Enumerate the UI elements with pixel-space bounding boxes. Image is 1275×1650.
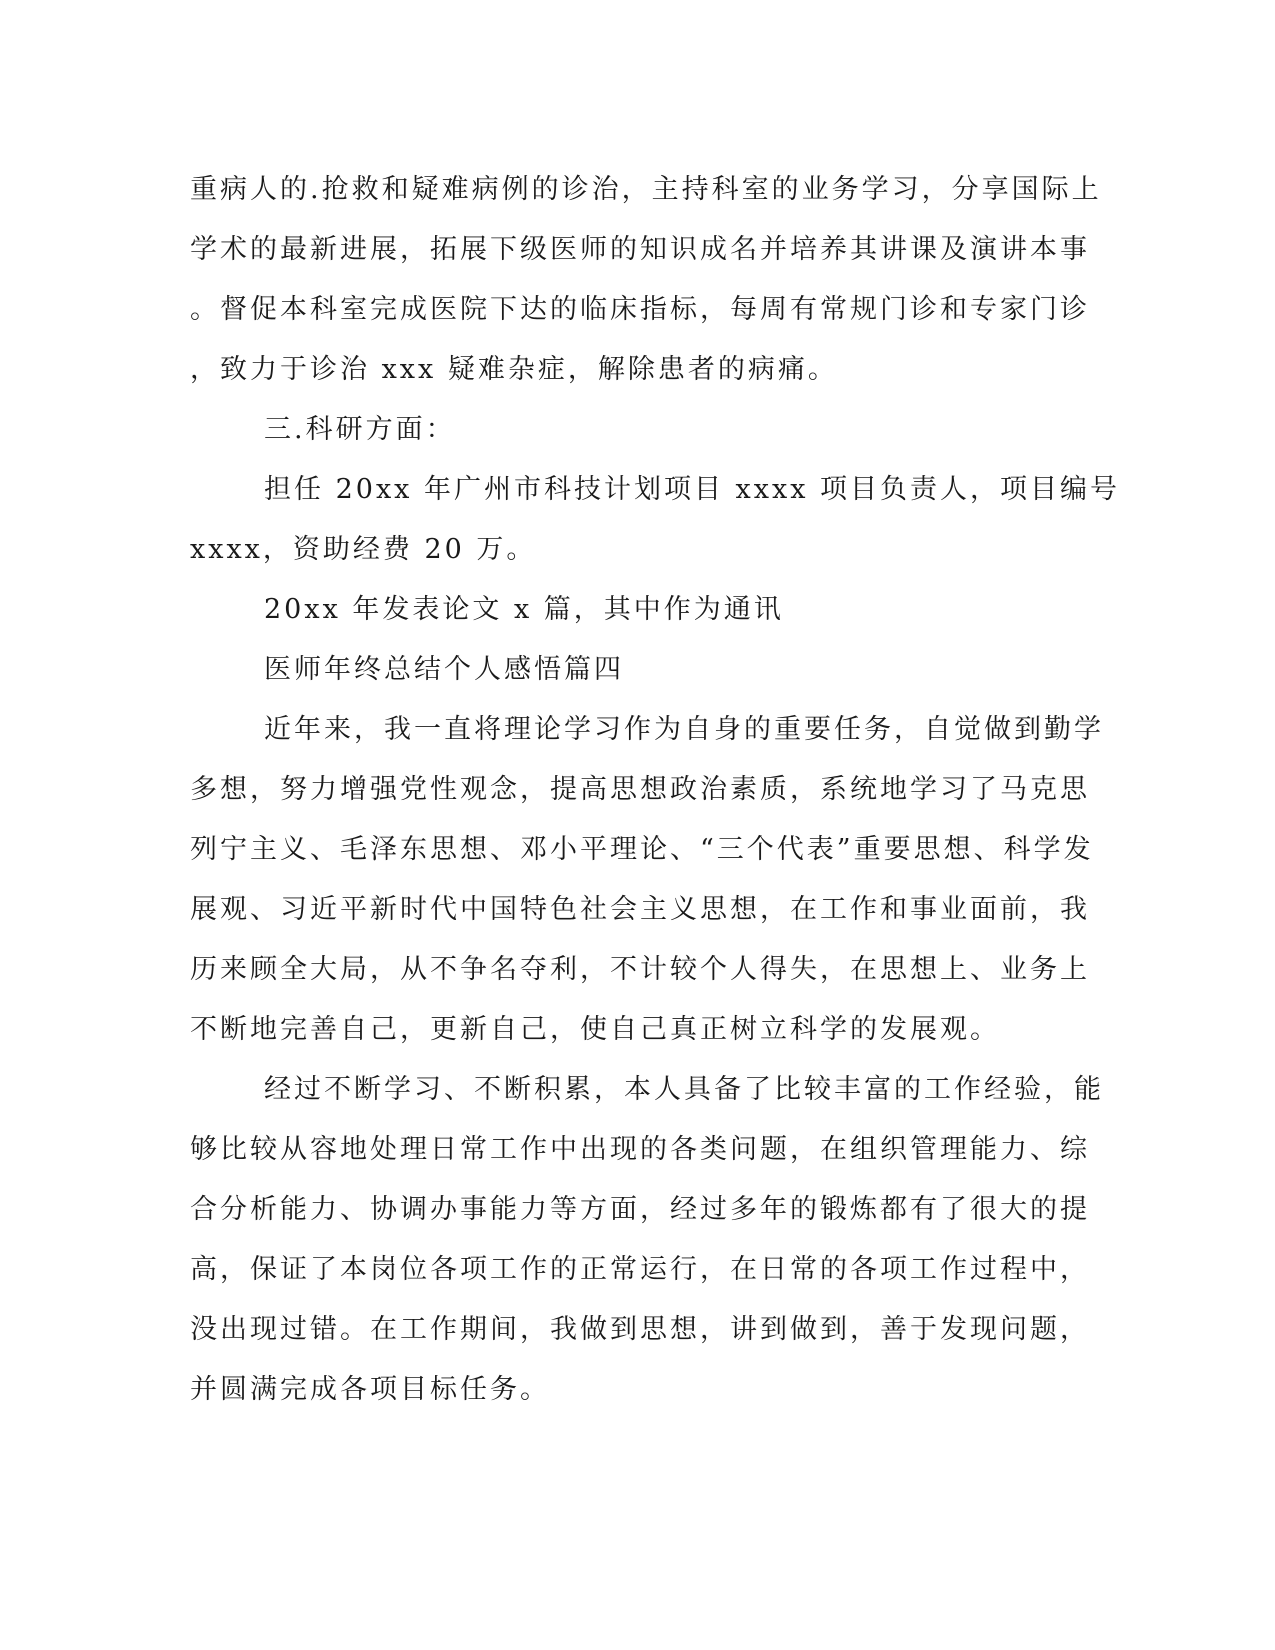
- text-line: 列宁主义、毛泽东思想、邓小平理论、“三个代表”重要思想、科学发: [190, 834, 1094, 865]
- paragraph-work-experience: [190, 1060, 1104, 1420]
- text-line: 三.科研方面：: [264, 414, 456, 445]
- section-title-part-four: [190, 640, 1090, 700]
- text-line: 医师年终总结个人感悟篇四: [264, 654, 624, 685]
- text-line: 近年来，我一直将理论学习作为自身的重要任务，自觉做到勤学: [264, 714, 1104, 745]
- text-line: 高，保证了本岗位各项工作的正常运行，在日常的各项工作过程中，: [190, 1254, 1090, 1285]
- text-line: 担任 20xx 年广州市科技计划项目 xxxx 项目负责人，项目编号: [264, 474, 1121, 505]
- text-line: 20xx 年发表论文 x 篇，其中作为通讯: [264, 594, 784, 625]
- text-line: ，致力于诊治 xxx 疑难杂症，解除患者的病痛。: [190, 354, 838, 385]
- paragraph-research-project: [190, 460, 1121, 580]
- paragraph-publications: [190, 580, 1090, 640]
- text-line: 学术的最新进展，拓展下级医师的知识成名并培养其讲课及演讲本事: [190, 234, 1090, 265]
- text-line: xxxx，资助经费 20 万。: [190, 534, 537, 565]
- text-line: 并圆满完成各项目标任务。: [190, 1374, 550, 1405]
- text-line: 。督促本科室完成医院下达的临床指标，每周有常规门诊和专家门诊: [190, 294, 1090, 325]
- section-heading-research: [190, 400, 1090, 460]
- text-line: 不断地完善自己，更新自己，使自己真正树立科学的发展观。: [190, 1014, 1000, 1045]
- text-line: 够比较从容地处理日常工作中出现的各类问题，在组织管理能力、综: [190, 1134, 1090, 1165]
- text-line: 展观、习近平新时代中国特色社会主义思想，在工作和事业面前，我: [190, 894, 1090, 925]
- paragraph-theory-study: [190, 700, 1104, 1060]
- document-body: [190, 160, 1121, 1420]
- text-line: 重病人的.抢救和疑难病例的诊治，主持科室的业务学习，分享国际上: [190, 174, 1102, 205]
- paragraph-treatment-duties: [190, 160, 1102, 400]
- text-line: 合分析能力、协调办事能力等方面，经过多年的锻炼都有了很大的提: [190, 1194, 1090, 1225]
- text-line: 多想，努力增强党性观念，提高思想政治素质，系统地学习了马克思: [190, 774, 1090, 805]
- text-line: 没出现过错。在工作期间，我做到思想，讲到做到，善于发现问题，: [190, 1314, 1090, 1345]
- text-line: 经过不断学习、不断积累，本人具备了比较丰富的工作经验，能: [264, 1074, 1104, 1105]
- text-line: 历来顾全大局，从不争名夺利，不计较个人得失，在思想上、业务上: [190, 954, 1090, 985]
